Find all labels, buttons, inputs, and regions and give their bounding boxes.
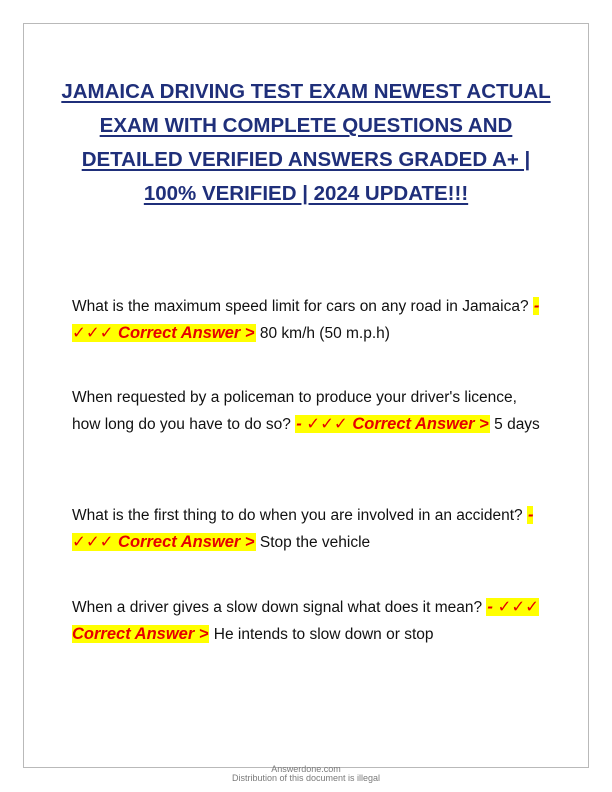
document-title: JAMAICA DRIVING TEST EXAM NEWEST ACTUAL EXAM WITH COMPLETE QUESTIONS AND DETAILED VERIFIED ANSWERS GRADED A+ | 100% VERIFIED | 2024 UPDATE!!! bbox=[61, 80, 551, 205]
correct-answer-marker: - ✓✓✓ Correct Answer > bbox=[72, 506, 534, 551]
correct-answer-marker: - ✓✓✓ Correct Answer > bbox=[296, 415, 489, 433]
question-text: What is the first thing to do when you are involved in an accident? bbox=[72, 507, 523, 524]
answer-text: Stop the vehicle bbox=[259, 534, 371, 551]
question-text: When a driver gives a slow down signal what does it mean? bbox=[72, 599, 483, 616]
answer-text: He intends to slow down or stop bbox=[213, 626, 434, 643]
answer-text: 5 days bbox=[494, 416, 540, 433]
footer-site: Answerdone.com bbox=[271, 764, 341, 774]
qa-item bbox=[72, 594, 542, 648]
answer-text: 80 km/h (50 m.p.h) bbox=[259, 325, 390, 342]
qa-item bbox=[72, 293, 542, 347]
question-text: When requested by a policeman to produce your driver's licence, how long do you have to do so? bbox=[72, 389, 517, 433]
qa-item bbox=[72, 385, 542, 438]
question-text: What is the maximum speed limit for cars on any road in Jamaica? bbox=[72, 298, 529, 315]
qa-item bbox=[72, 502, 542, 556]
correct-answer-marker: - ✓✓✓ Correct Answer > bbox=[72, 598, 539, 643]
footer-notice: Distribution of this document is illegal bbox=[231, 773, 381, 783]
correct-answer-marker: - ✓✓✓ Correct Answer > bbox=[72, 297, 540, 342]
